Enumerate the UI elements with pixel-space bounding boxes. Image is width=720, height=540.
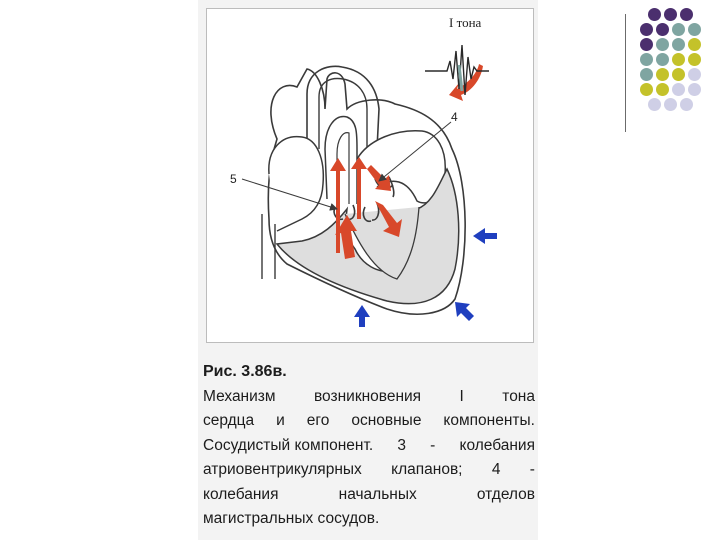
decor-dot: [640, 53, 653, 66]
caption-word: I: [459, 387, 464, 405]
heart-diagram: [206, 8, 534, 343]
caption-line: [203, 483, 535, 508]
decor-dot: [688, 68, 701, 81]
caption-word: тона: [502, 387, 535, 405]
caption-word: Сосудистый компонент.: [203, 436, 374, 454]
caption-line: [203, 458, 535, 483]
decorative-dot-grid: [640, 8, 712, 118]
caption-word: 4: [491, 461, 501, 478]
decor-dot: [688, 38, 701, 51]
decor-dot: [680, 98, 693, 111]
decor-dot: [640, 83, 653, 96]
divider-line: [625, 14, 626, 132]
decor-dot: [656, 23, 669, 36]
decor-dot: [680, 8, 693, 21]
decor-dot: [648, 98, 661, 111]
decor-dot: [672, 68, 685, 81]
caption-line: [203, 409, 535, 434]
caption-word: основные: [351, 412, 422, 429]
decor-dot: [640, 38, 653, 51]
caption-word: и: [276, 412, 285, 429]
caption-word: клапанов;: [391, 461, 463, 478]
decor-dot: [656, 53, 669, 66]
sound-label: I тона: [449, 15, 482, 30]
caption-word: сердца: [203, 412, 255, 429]
figure-caption: [203, 360, 535, 532]
decor-dot: [656, 83, 669, 96]
decor-dot: [648, 8, 661, 21]
decor-dot: [664, 98, 677, 111]
decor-dot: [640, 23, 653, 36]
caption-word: -: [430, 436, 436, 454]
decor-dot: [672, 23, 685, 36]
decor-dot: [672, 53, 685, 66]
caption-word: 3: [397, 436, 406, 454]
decor-dot: [688, 23, 701, 36]
caption-word: атриовентрикулярных: [203, 461, 362, 478]
caption-word: Механизм: [203, 387, 276, 405]
decor-dot: [656, 38, 669, 51]
label-4: 4: [451, 110, 458, 124]
caption-line: [203, 385, 535, 410]
decor-dot: [688, 83, 701, 96]
figure-title: Рис. 3.86в.: [203, 363, 287, 380]
caption-body: [203, 385, 535, 532]
caption-word: -: [529, 461, 535, 478]
decor-dot: [672, 38, 685, 51]
heart-diagram-svg: [207, 9, 535, 344]
caption-word: колебания: [203, 485, 279, 503]
caption-line: [203, 434, 535, 459]
caption-line: [203, 507, 535, 532]
decor-dot: [664, 8, 677, 21]
decor-dot: [640, 68, 653, 81]
caption-word: начальных: [338, 485, 417, 503]
caption-word: отделов: [476, 485, 535, 503]
decor-dot: [688, 53, 701, 66]
label-5: 5: [230, 172, 237, 186]
caption-word: магистральных сосудов.: [203, 510, 380, 527]
caption-word: возникновения: [313, 387, 422, 405]
caption-word: колебания: [459, 436, 535, 454]
caption-word: его: [306, 412, 330, 429]
caption-word: компоненты.: [443, 412, 535, 429]
decor-dot: [672, 83, 685, 96]
decor-dot: [656, 68, 669, 81]
